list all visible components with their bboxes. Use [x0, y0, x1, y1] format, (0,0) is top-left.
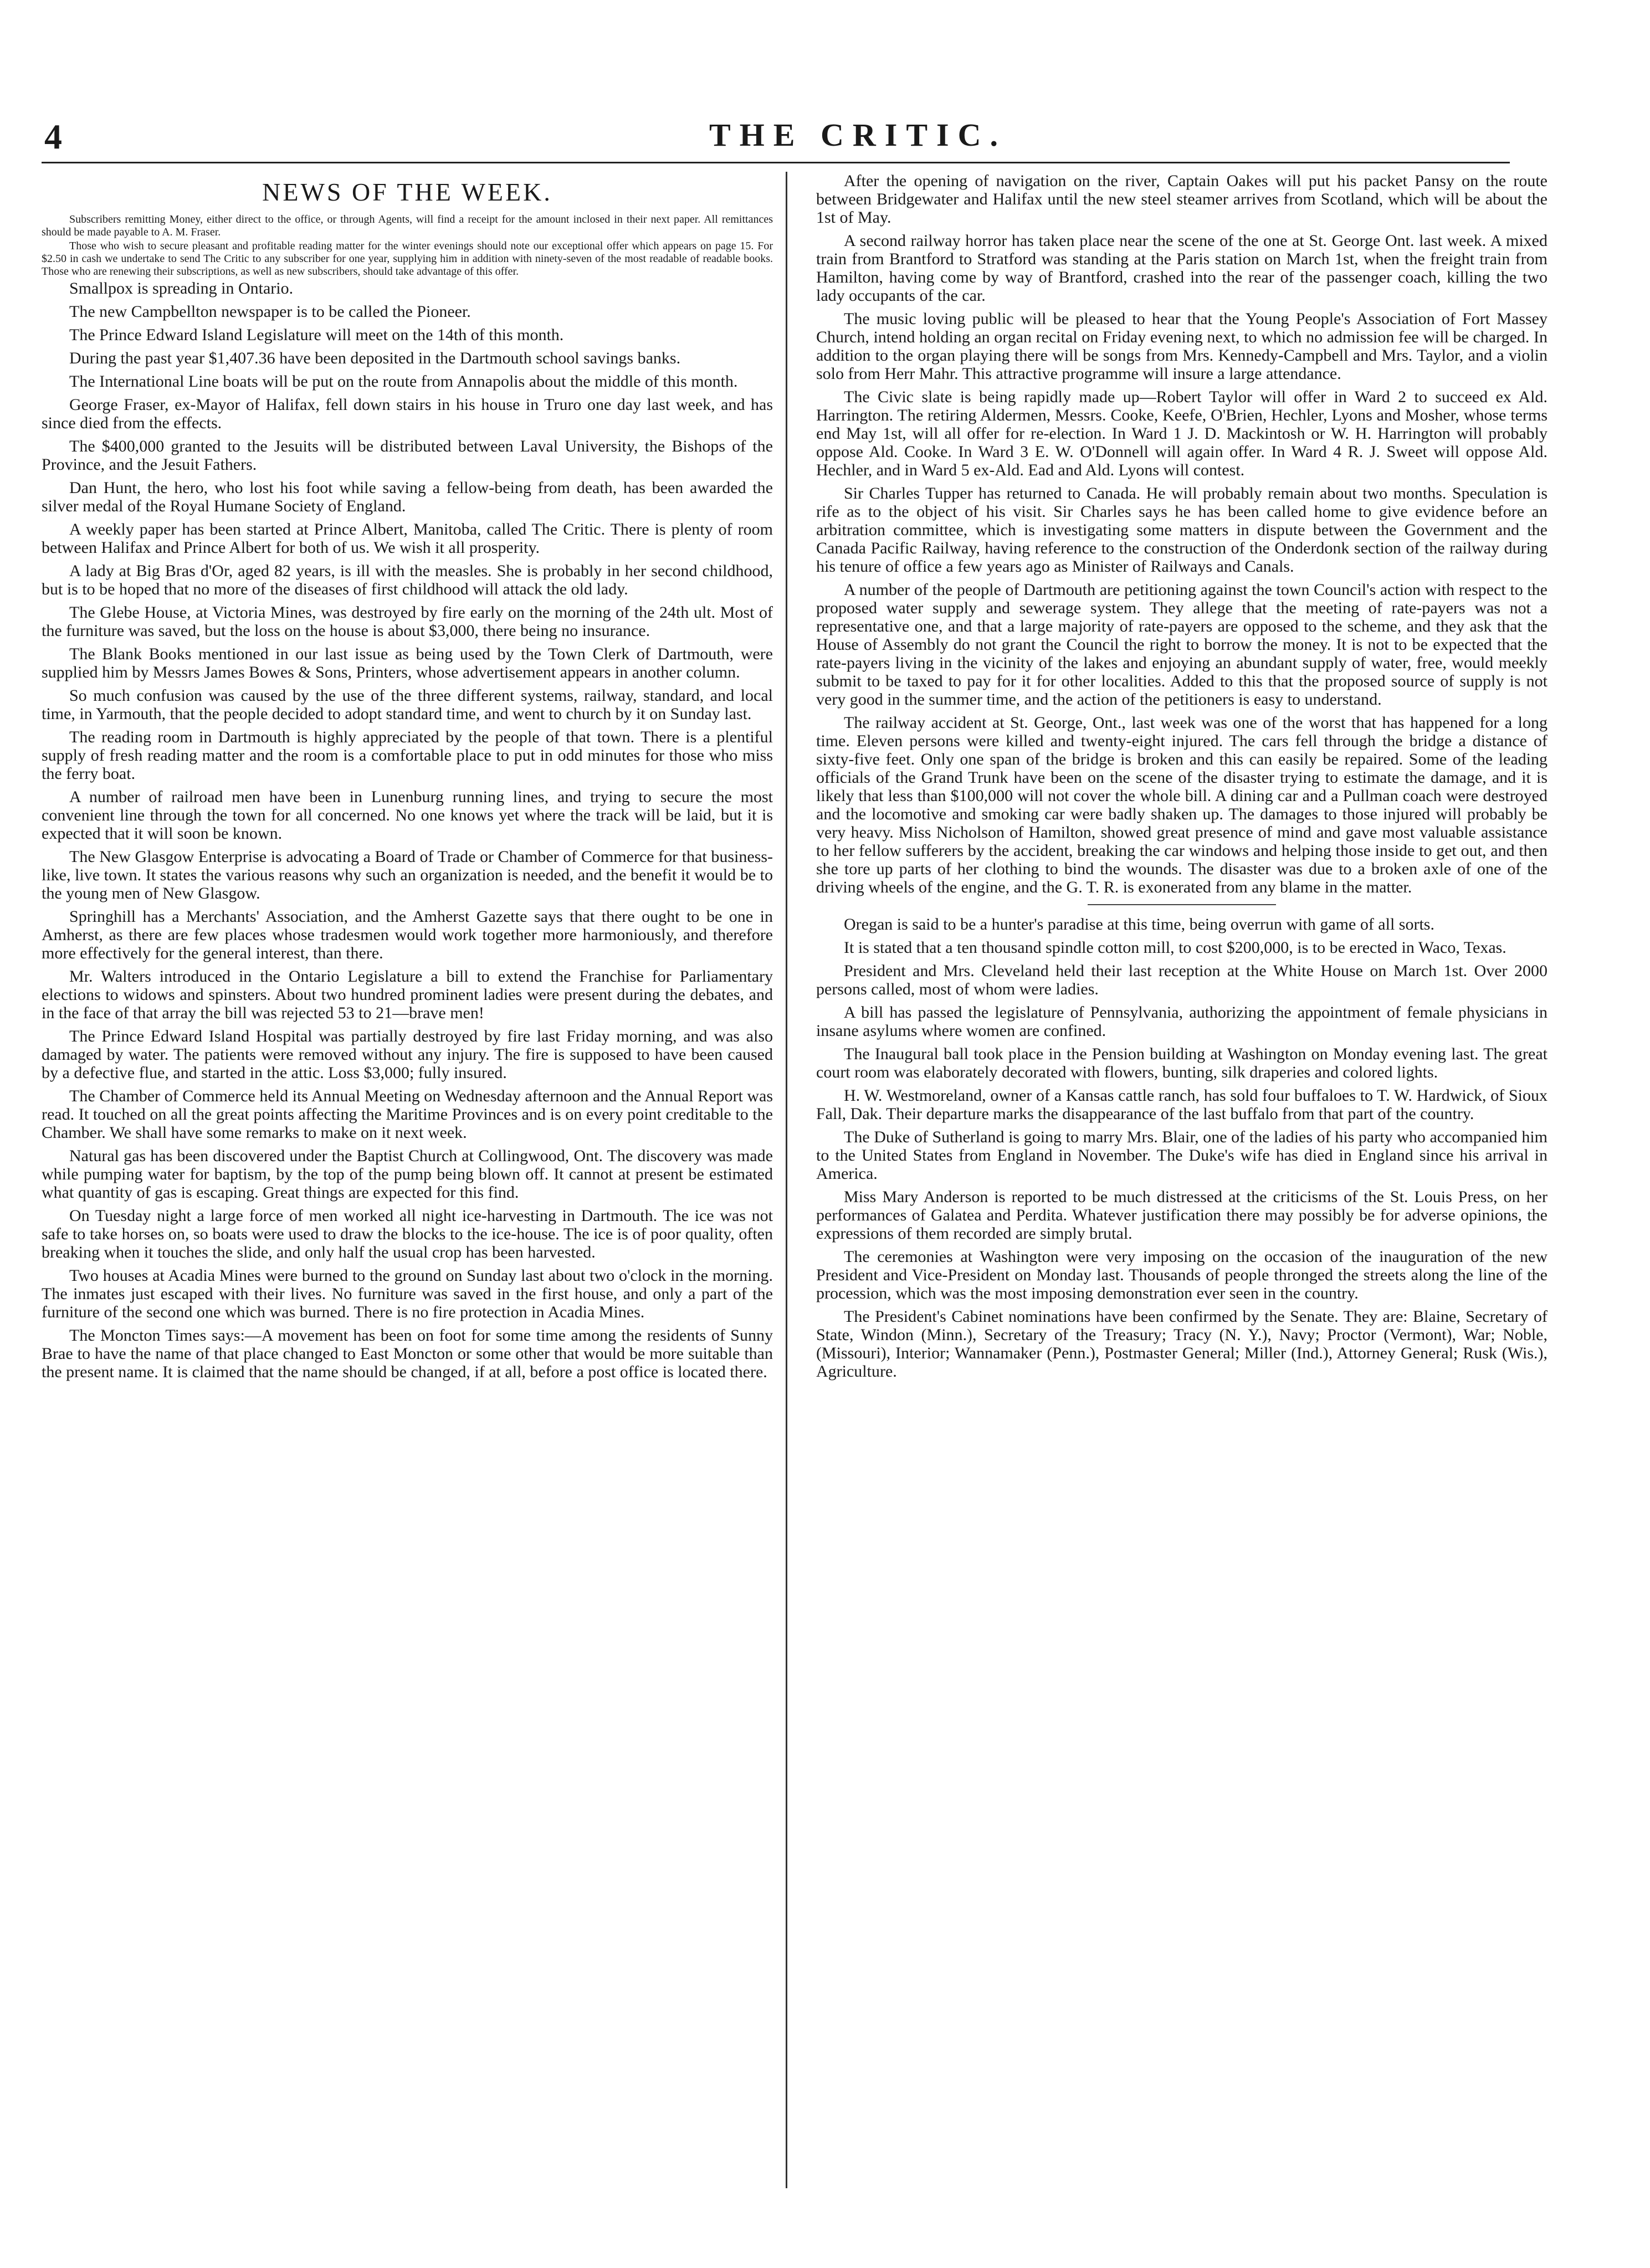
news-item: The new Campbellton newspaper is to be called the Pioneer. [69, 302, 471, 321]
right-news-items-b [816, 915, 1547, 1381]
news-item: The railway accident at St. George, Ont., last week was one of the worst that has happened for a long time. Eleven persons were killed and twenty-eight injured. The cars fell through the bridge a distance of sixty-five feet. Only one span of the bridge is broken and this can easily be repaired. Some of the leading officials of the Grand Trunk have been on the scene of the disaster trying to estimate the damage, and it is likely that less than $100,000 will not cover the whole bill. A dining car and a Pullman coach were destroyed and the locomotive and smoking car were badly shaken up. The damages to those injured will probably be very heavy. Miss Nicholson of Hamilton, showed great presence of mind and gave most valuable assistance to her fellow sufferers by the accident, breaking the car windows and helping those inside to get out, and then she tore up parts of her clothing to bind the wounds. The disaster was due to a broken axle of one of the driving wheels of the engine, and the G. T. R. is exonerated from any blame in the matter. [816, 714, 1547, 896]
news-item: The Inaugural ball took place in the Pension building at Washington on Monday evening last. The great court room was elaborately decorated with flowers, bunting, silk draperies and colored lights. [816, 1045, 1547, 1081]
right-column [816, 172, 1547, 2199]
masthead-title: THE CRITIC. [709, 117, 1007, 153]
news-item: The music loving public will be pleased to hear that the Young People's Association of Fort Massey Church, intend holding an organ recital on Friday evening next, to which no admission fee will be charged. In addition to the organ playing there will be songs from Mrs. Kennedy-Campbell and Mrs. Taylor, and a violin solo from Herr Mahr. This attractive programme will insure a large attendance. [816, 310, 1547, 383]
news-item: The Duke of Sutherland is going to marry Mrs. Blair, one of the ladies of his party who accompanied him to the United States from England in November. The Duke's wife has died in England since his arrival in America. [816, 1128, 1547, 1183]
news-item: A weekly paper has been started at Prince Albert, Manitoba, called The Critic. There is plenty of room between Halifax and Prince Albert for both of us. We wish it all prosperity. [42, 520, 773, 557]
news-item: Oregan is said to be a hunter's paradise at this time, being overrun with game of all sorts. [844, 915, 1434, 933]
page-number: 4 [44, 117, 62, 156]
news-item: Dan Hunt, the hero, who lost his foot while saving a fellow-being from death, has been awarded the silver medal of the Royal Humane Society of England. [42, 479, 773, 515]
section-title: NEWS OF THE WEEK. [262, 178, 552, 206]
right-news-items-a [816, 172, 1547, 896]
news-item: It is stated that a ten thousand spindle cotton mill, to cost $200,000, is to be erected in Waco, Texas. [844, 938, 1506, 957]
news-item: Mr. Walters introduced in the Ontario Legislature a bill to extend the Franchise for Parliamentary elections to widows and spinsters. About two hundred prominent ladies were present during the debates, and in the face of that array the bill was rejected 53 to 21—brave men! [42, 967, 773, 1022]
news-item: President and Mrs. Cleveland held their last reception at the White House on March 1st. Over 2000 persons called, most of whom were ladies. [816, 962, 1547, 998]
news-item: George Fraser, ex-Mayor of Halifax, fell down stairs in his house in Truro one day last week, and has since died from the effects. [42, 396, 773, 432]
news-item: A second railway horror has taken place near the scene of the one at St. George Ont. last week. A mixed train from Brantford to Stratford was standing at the Paris station on March 1st, when the freight train from Hamilton, having come by way of Brantford, crashed into the rear of the passenger coach, killing the two lady occupants of the car. [816, 232, 1547, 305]
news-item: Miss Mary Anderson is reported to be much distressed at the criticisms of the St. Louis Press, on her performances of Galatea and Perdita. Whatever justification there may possibly be for adverse opinions, the expressions of them recorded are simply brutal. [816, 1188, 1547, 1243]
news-item: A bill has passed the legislature of Pennsylvania, authorizing the appointment of female physicians in insane asylums where women are confined. [816, 1003, 1547, 1040]
subscriber-notices [42, 213, 773, 278]
subscriber-notice: Subscribers remitting Money, either direct to the office, or through Agents, will find a receipt for the amount inclosed in their next paper. All remittances should be made payable to A. M. Fraser. [42, 213, 773, 238]
news-item: The ceremonies at Washington were very imposing on the occasion of the inauguration of the new President and Vice-President on Monday last. Thousands of people thronged the streets along the line of the procession, which was the most imposing demonstration ever seen in the country. [816, 1248, 1547, 1302]
news-item: So much confusion was caused by the use of the three different systems, railway, standard, and local time, in Yarmouth, that the people decided to adopt standard time, and went to church by it on Sunday last. [42, 686, 773, 723]
news-item: During the past year $1,407.36 have been deposited in the Dartmouth school savings banks. [69, 349, 681, 367]
news-item: Smallpox is spreading in Ontario. [69, 279, 294, 297]
subscriber-notice: Those who wish to secure pleasant and profitable reading matter for the winter evenings should note our exceptional offer which appears on page 15. For $2.50 in cash we undertake to send The Critic to any subscriber for one year, supplying him in addition with ninety-seven of the most readable of readable books. Those who are renewing their subscriptions, as well as new subscribers, should take advantage of this offer. [42, 240, 773, 278]
news-item: Two houses at Acadia Mines were burned to the ground on Sunday last about two o'clock in the morning. The inmates just escaped with their lives. No furniture was saved in the first house, and only a part of the furniture of the second one which was burned. There is no fire protection in Acadia Mines. [42, 1266, 773, 1321]
news-item: On Tuesday night a large force of men worked all night ice-harvesting in Dartmouth. The ice was not safe to take horses on, so boats were used to draw the blocks to the ice-house. The ice is of poor quality, often breaking when it touches the slide, and only half the usual crop has been harvested. [42, 1207, 773, 1261]
header-rule [42, 162, 1510, 163]
news-item: The New Glasgow Enterprise is advocating a Board of Trade or Chamber of Commerce for that business-like, live town. It states the various reasons why such an organization is needed, and the benefit it would be to the young men of New Glasgow. [42, 848, 773, 902]
section-separator [1088, 904, 1276, 905]
news-item: The Glebe House, at Victoria Mines, was destroyed by fire early on the morning of the 24th ult. Most of the furniture was saved, but the loss on the house is about $3,000, there being no insurance. [42, 603, 773, 640]
news-item: After the opening of navigation on the river, Captain Oakes will put his packet Pansy on the route between Bridgewater and Halifax until the new steel steamer arrives from Scotland, which will be about the 1st of May. [816, 172, 1547, 227]
page-header [39, 111, 1535, 161]
left-news-items [42, 279, 773, 1381]
news-item: H. W. Westmoreland, owner of a Kansas cattle ranch, has sold four buffaloes to T. W. Hardwick, of Sioux Fall, Dak. Their departure marks the disappearance of the last buffalo from that part of the country. [816, 1086, 1547, 1123]
news-item: Natural gas has been discovered under the Baptist Church at Collingwood, Ont. The discovery was made while pumping water for baptism, by the top of the pump being blown off. It cannot at present be estimated what quantity of gas is escaping. Great things are expected for this find. [42, 1147, 773, 1202]
news-item: A lady at Big Bras d'Or, aged 82 years, is ill with the measles. She is probably in her second childhood, but is to be hoped that no more of the diseases of first childhood will attack the old lady. [42, 562, 773, 598]
left-column [42, 172, 773, 2199]
news-item: The Chamber of Commerce held its Annual Meeting on Wednesday afternoon and the Annual Report was read. It touched on all the great points affecting the Maritime Provinces and is on every point creditable to the Chamber. We shall have some remarks to make on it next week. [42, 1087, 773, 1142]
news-item: The International Line boats will be put on the route from Annapolis about the middle of this month. [69, 372, 738, 391]
news-item: The Prince Edward Island Legislature will meet on the 14th of this month. [69, 326, 564, 344]
news-item: The President's Cabinet nominations have been confirmed by the Senate. They are: Blaine, Secretary of State, Windon (Minn.), Secretary of the Treasury; Tracy (N. Y.), Navy; Proctor (Vermont), War; Noble, (Missouri), Interior; Wannamaker (Penn.), Postmaster General; Miller (Ind.), Attorney General; Rusk (Wis.), Agriculture. [816, 1307, 1547, 1381]
news-item: The Prince Edward Island Hospital was partially destroyed by fire last Friday morning, and was also damaged by water. The patients were removed without any injury. The fire is supposed to have been caused by a defective flue, and started in the attic. Loss $3,000; fully insured. [42, 1027, 773, 1082]
news-item: Springhill has a Merchants' Association, and the Amherst Gazette says that there ought to be one in Amherst, as there are few places whose tradesmen would work together more harmoniously, and therefore more effectively for the general interest, than there. [42, 907, 773, 962]
news-item: The Moncton Times says:—A movement has been on foot for some time among the residents of Sunny Brae to have the name of that place changed to East Moncton or some other that would be more suitable than the present name. It is claimed that the name should be changed, if at all, before a post office is located there. [42, 1326, 773, 1381]
news-item: A number of the people of Dartmouth are petitioning against the town Council's action with respect to the proposed water supply and sewerage system. They allege that the meeting of rate-payers was not a representative one, and that a large majority of rate-payers are opposed to the scheme, and they ask that the House of Assembly do not grant the Council the right to borrow the money. It is not to be expected that the rate-payers living in the vicinity of the lakes and enjoying an abundant supply of water, free, would meekly submit to be taxed to pay for it for other localities. Added to this that the proposed source of supply is not very good in the summer time, and the action of the petitioners is easy to understand. [816, 581, 1547, 709]
news-item: The $400,000 granted to the Jesuits will be distributed between Laval University, the Bishops of the Province, and the Jesuit Fathers. [42, 437, 773, 474]
news-item: The reading room in Dartmouth is highly appreciated by the people of that town. There is a plentiful supply of fresh reading matter and the room is a comfortable place to put in odd minutes for those who miss the ferry boat. [42, 728, 773, 783]
news-item: The Blank Books mentioned in our last issue as being used by the Town Clerk of Dartmouth, were supplied him by Messrs James Bowes & Sons, Printers, whose advertisement appears in another column. [42, 645, 773, 681]
news-item: Sir Charles Tupper has returned to Canada. He will probably remain about two months. Speculation is rife as to the object of his visit. Sir Charles says he has been called home to give evidence before an arbitration committee, which is investigating some matters in dispute between the Government and the Canada Pacific Railway, having reference to the construction of the Onderdonk section of the railway during his tenure of office a few years ago as Minister of Railways and Canals. [816, 484, 1547, 576]
news-item: A number of railroad men have been in Lunenburg running lines, and trying to secure the most convenient line through the town for all concerned. No one knows yet where the track will be laid, but it is expected that it will soon be known. [42, 788, 773, 843]
column-divider [786, 172, 787, 2188]
news-item: The Civic slate is being rapidly made up—Robert Taylor will offer in Ward 2 to succeed ex Ald. Harrington. The retiring Aldermen, Messrs. Cooke, Keefe, O'Brien, Hechler, Lyons and Mosher, whose terms end May 1st, will all offer for re-election. In Ward 1 J. D. Mackintosh or W. H. Harrington will probably oppose Ald. Cooke. In Ward 3 E. W. O'Donnell will again offer. In Ward 4 R. J. Sweet will oppose Ald. Hechler, and in Ward 5 ex-Ald. Ead and Ald. Lyons will contest. [816, 388, 1547, 479]
